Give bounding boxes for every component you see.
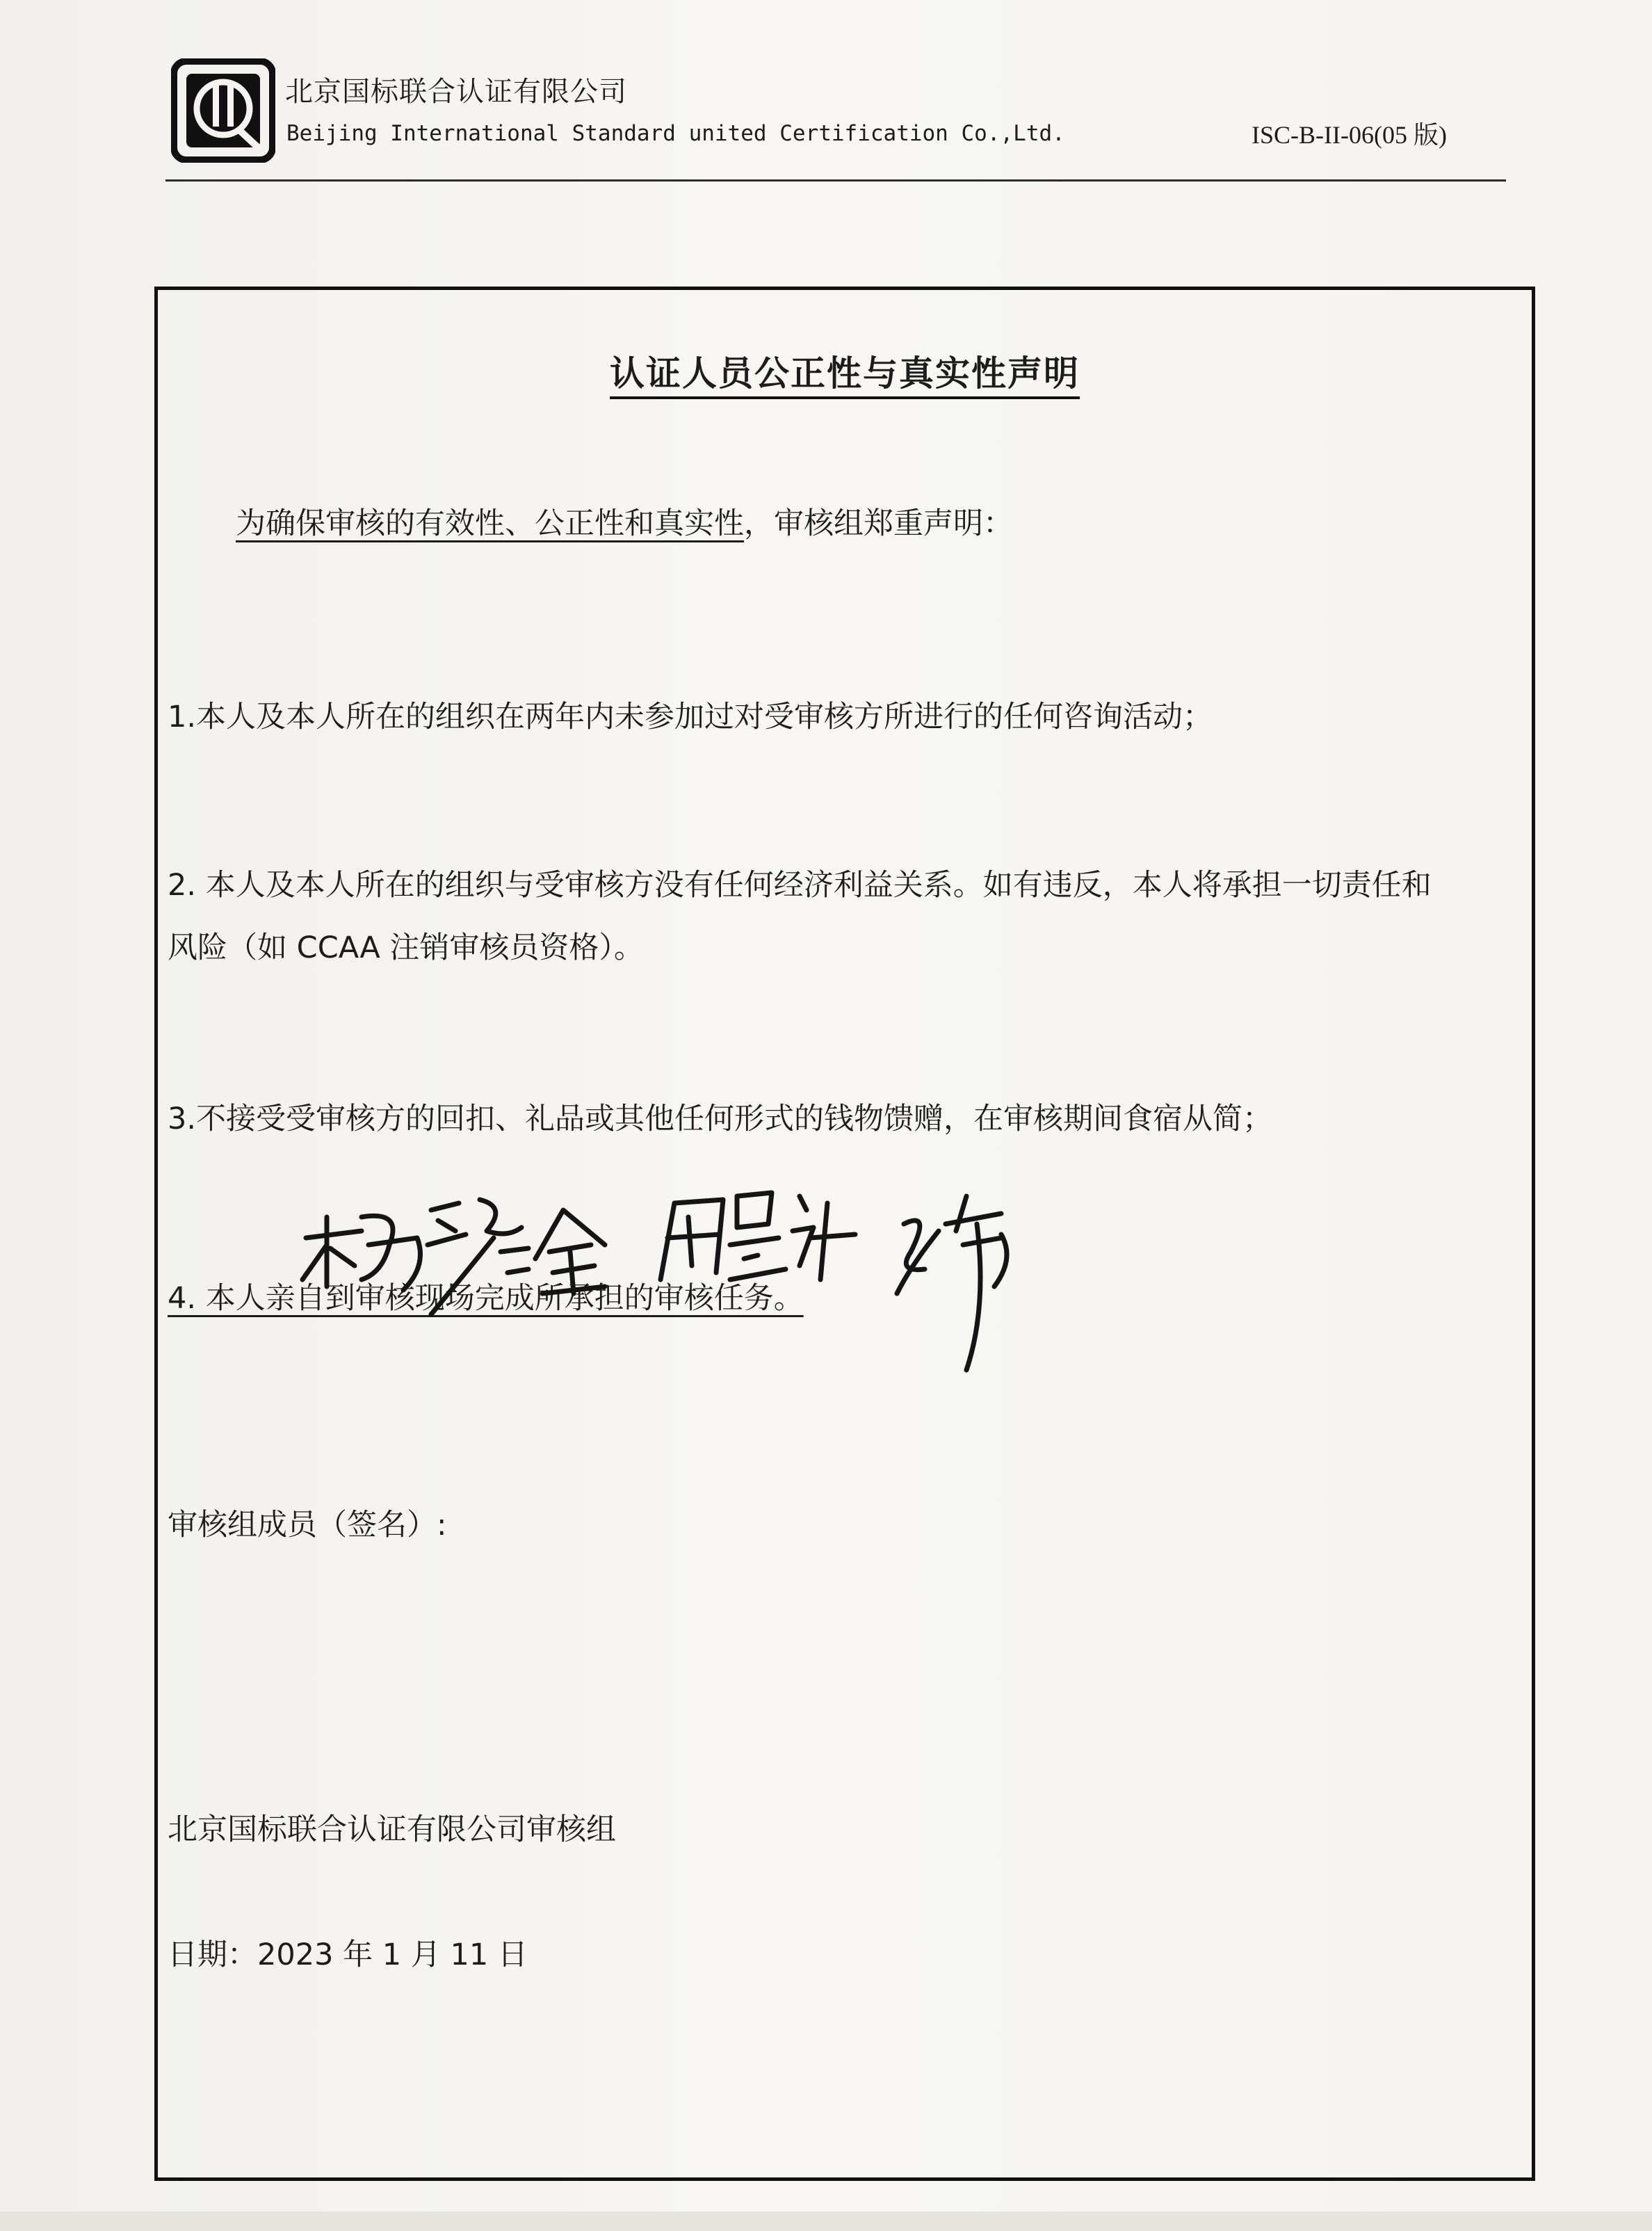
- document-code: ISC-B-II-06(05 版): [1252, 121, 1447, 149]
- handwritten-signatures: [299, 1168, 1064, 1398]
- signature-1: [302, 1200, 605, 1314]
- declaration-item-1: 1.本人及本人所在的组织在两年内未参加过对受审核方所进行的任何咨询活动；: [168, 700, 1213, 734]
- intro-paragraph: [236, 500, 1013, 542]
- signature-3: [897, 1196, 1007, 1370]
- declaration-item-2-line-2: 风险（如 CCAA 注销审核员资格）。: [168, 931, 644, 965]
- intro-rest-text: ，审核组郑重声明：: [744, 506, 1013, 541]
- header-divider: [165, 179, 1506, 182]
- signature-2: [661, 1193, 855, 1280]
- declaration-item-2-line-1: 2. 本人及本人所在的组织与受审核方没有任何经济利益关系。如有违反，本人将承担一切责任和: [168, 868, 1432, 903]
- company-name-en: Beijing International Standard united Certification Co.,Ltd.: [286, 121, 1065, 146]
- company-name-cn: 北京国标联合认证有限公司: [285, 76, 627, 108]
- declaration-item-4: 4. 本人亲自到审核现场完成所承担的审核任务。: [168, 1281, 804, 1316]
- scan-edge: [0, 2212, 1652, 2231]
- intro-underlined-text: 为确保审核的有效性、公正性和真实性: [236, 506, 744, 541]
- document-title: 认证人员公正性与真实性声明: [610, 353, 1080, 399]
- organization-name: 北京国标联合认证有限公司审核组: [168, 1812, 616, 1847]
- declaration-date: 日期：2023 年 1 月 11 日: [168, 1938, 528, 1972]
- signature-label: 审核组成员（签名）:: [168, 1508, 447, 1543]
- document-title-wrap: [158, 346, 1532, 396]
- company-logo-icon: [171, 58, 275, 163]
- declaration-item-3: 3.不接受受审核方的回扣、礼品或其他任何形式的钱物馈赠，在审核期间食宿从简；: [168, 1102, 1273, 1136]
